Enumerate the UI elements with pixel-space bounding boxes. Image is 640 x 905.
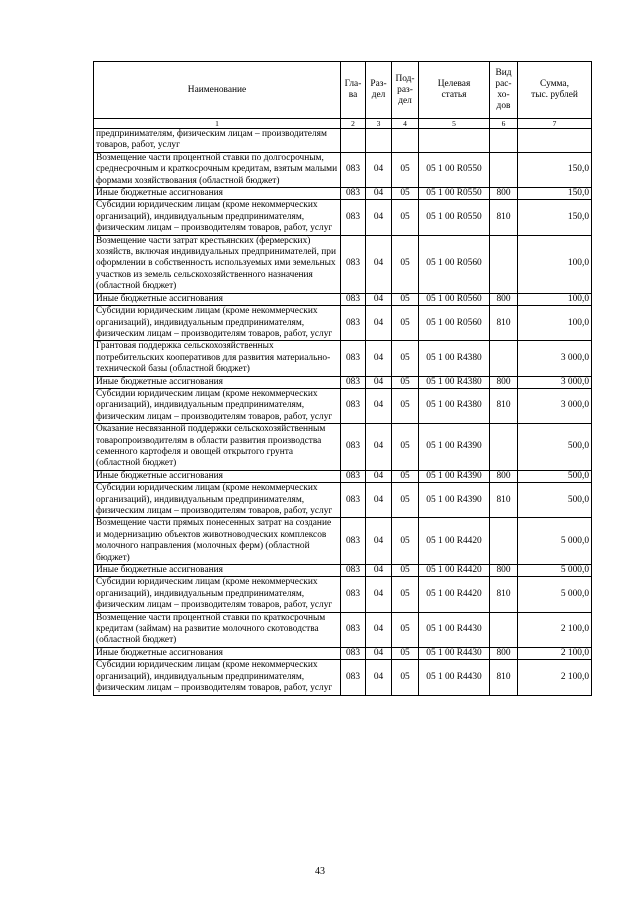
header-vid: Вид рас- хо- дов bbox=[490, 62, 518, 119]
cell-razdel: 04 bbox=[366, 152, 392, 187]
cell-razdel: 04 bbox=[366, 235, 392, 293]
cell-target: 05 1 00 R4390 bbox=[419, 424, 490, 471]
cell-vid bbox=[490, 341, 518, 376]
cell-glava: 083 bbox=[341, 188, 366, 200]
cell-target: 05 1 00 R0550 bbox=[419, 200, 490, 235]
cell-razdel: 04 bbox=[366, 612, 392, 647]
cell-name: Возмещение части затрат крестьянских (фермерских) хозяйств, включая индивидуальных предпринимателей, при оформлении в собственность используемых ими земельных участков из земель сельскохозяйственного назначения (областной бюджет) bbox=[94, 235, 341, 293]
cell-name: Субсидии юридическим лицам (кроме некоммерческих организаций), индивидуальным предпринимателям, физическим лицам – производителям товаров, работ, услуг bbox=[94, 200, 341, 235]
cell-sum: 3 000,0 bbox=[518, 388, 592, 423]
cell-sum: 500,0 bbox=[518, 483, 592, 518]
cell-glava: 083 bbox=[341, 293, 366, 305]
header-glava: Гла- ва bbox=[341, 62, 366, 119]
cell-name: предпринимателям, физическим лицам – производителям товаров, работ, услуг bbox=[94, 129, 341, 153]
cell-podrazdel: 05 bbox=[392, 612, 419, 647]
cell-razdel: 04 bbox=[366, 470, 392, 482]
cell-glava: 083 bbox=[341, 235, 366, 293]
cell-razdel: 04 bbox=[366, 200, 392, 235]
column-number: 7 bbox=[518, 119, 592, 129]
table-row bbox=[94, 647, 592, 659]
cell-sum: 150,0 bbox=[518, 188, 592, 200]
cell-name: Субсидии юридическим лицам (кроме некоммерческих организаций), индивидуальным предпринимателям, физическим лицам – производителям товаров, работ, услуг bbox=[94, 483, 341, 518]
table-row bbox=[94, 518, 592, 565]
cell-vid bbox=[490, 518, 518, 565]
column-number: 1 bbox=[94, 119, 341, 129]
header-razdel: Раз- дел bbox=[366, 62, 392, 119]
cell-razdel: 04 bbox=[366, 647, 392, 659]
cell-podrazdel: 05 bbox=[392, 306, 419, 341]
cell-podrazdel: 05 bbox=[392, 647, 419, 659]
cell-razdel: 04 bbox=[366, 577, 392, 612]
cell-vid: 810 bbox=[490, 483, 518, 518]
cell-glava: 083 bbox=[341, 565, 366, 577]
cell-target: 05 1 00 R4430 bbox=[419, 612, 490, 647]
cell-podrazdel: 05 bbox=[392, 660, 419, 695]
cell-target: 05 1 00 R0550 bbox=[419, 188, 490, 200]
cell-sum: 500,0 bbox=[518, 424, 592, 471]
cell-razdel: 04 bbox=[366, 518, 392, 565]
cell-target: 05 1 00 R4430 bbox=[419, 660, 490, 695]
table-row bbox=[94, 293, 592, 305]
cell-vid: 800 bbox=[490, 565, 518, 577]
header-target: Целевая статья bbox=[419, 62, 490, 119]
column-number: 5 bbox=[419, 119, 490, 129]
cell-glava: 083 bbox=[341, 306, 366, 341]
cell-vid bbox=[490, 152, 518, 187]
cell-podrazdel: 05 bbox=[392, 483, 419, 518]
cell-glava: 083 bbox=[341, 483, 366, 518]
cell-sum: 100,0 bbox=[518, 306, 592, 341]
cell-target: 05 1 00 R4430 bbox=[419, 647, 490, 659]
cell-razdel: 04 bbox=[366, 293, 392, 305]
cell-name: Возмещение части процентной ставки по долгосрочным, среднесрочным и краткосрочным кредитам, взятым малыми формами хозяйствования (областной бюджет) bbox=[94, 152, 341, 187]
cell-target: 05 1 00 R4420 bbox=[419, 518, 490, 565]
cell-name: Иные бюджетные ассигнования bbox=[94, 647, 341, 659]
cell-glava: 083 bbox=[341, 388, 366, 423]
cell-target: 05 1 00 R4380 bbox=[419, 388, 490, 423]
cell-vid: 810 bbox=[490, 306, 518, 341]
header-row bbox=[94, 62, 592, 119]
cell-sum: 2 100,0 bbox=[518, 612, 592, 647]
cell-podrazdel: 05 bbox=[392, 577, 419, 612]
cell-sum: 150,0 bbox=[518, 152, 592, 187]
cell-glava: 083 bbox=[341, 376, 366, 388]
table-body bbox=[94, 129, 592, 696]
cell-sum: 100,0 bbox=[518, 293, 592, 305]
cell-razdel: 04 bbox=[366, 341, 392, 376]
table-row bbox=[94, 376, 592, 388]
cell-vid bbox=[490, 612, 518, 647]
cell-target: 05 1 00 R4390 bbox=[419, 483, 490, 518]
table-row bbox=[94, 306, 592, 341]
cell-target: 05 1 00 R4380 bbox=[419, 376, 490, 388]
cell-podrazdel: 05 bbox=[392, 235, 419, 293]
cell-sum: 5 000,0 bbox=[518, 577, 592, 612]
table-row bbox=[94, 235, 592, 293]
cell-podrazdel bbox=[392, 129, 419, 153]
cell-vid: 800 bbox=[490, 647, 518, 659]
cell-vid: 810 bbox=[490, 388, 518, 423]
cell-target bbox=[419, 129, 490, 153]
table-row bbox=[94, 388, 592, 423]
column-number: 6 bbox=[490, 119, 518, 129]
cell-sum: 150,0 bbox=[518, 200, 592, 235]
column-number: 2 bbox=[341, 119, 366, 129]
cell-sum: 5 000,0 bbox=[518, 565, 592, 577]
cell-podrazdel: 05 bbox=[392, 200, 419, 235]
table-row bbox=[94, 483, 592, 518]
cell-podrazdel: 05 bbox=[392, 565, 419, 577]
cell-razdel: 04 bbox=[366, 188, 392, 200]
cell-podrazdel: 05 bbox=[392, 341, 419, 376]
cell-razdel bbox=[366, 129, 392, 153]
table-row bbox=[94, 565, 592, 577]
cell-razdel: 04 bbox=[366, 306, 392, 341]
cell-target: 05 1 00 R4420 bbox=[419, 577, 490, 612]
cell-glava: 083 bbox=[341, 577, 366, 612]
cell-razdel: 04 bbox=[366, 483, 392, 518]
cell-target: 05 1 00 R4380 bbox=[419, 341, 490, 376]
cell-podrazdel: 05 bbox=[392, 388, 419, 423]
table-row bbox=[94, 200, 592, 235]
cell-glava: 083 bbox=[341, 612, 366, 647]
cell-podrazdel: 05 bbox=[392, 518, 419, 565]
cell-name: Субсидии юридическим лицам (кроме некоммерческих организаций), индивидуальным предпринимателям, физическим лицам – производителям товаров, работ, услуг bbox=[94, 306, 341, 341]
cell-sum bbox=[518, 129, 592, 153]
cell-podrazdel: 05 bbox=[392, 424, 419, 471]
cell-razdel: 04 bbox=[366, 376, 392, 388]
table-row bbox=[94, 612, 592, 647]
cell-vid: 800 bbox=[490, 376, 518, 388]
cell-target: 05 1 00 R4420 bbox=[419, 565, 490, 577]
header-sum: Сумма, тыс. рублей bbox=[518, 62, 592, 119]
cell-razdel: 04 bbox=[366, 424, 392, 471]
cell-target: 05 1 00 R0560 bbox=[419, 293, 490, 305]
cell-vid: 810 bbox=[490, 200, 518, 235]
cell-vid bbox=[490, 235, 518, 293]
budget-table bbox=[93, 61, 592, 696]
cell-vid bbox=[490, 129, 518, 153]
cell-sum: 100,0 bbox=[518, 235, 592, 293]
cell-razdel: 04 bbox=[366, 660, 392, 695]
cell-sum: 3 000,0 bbox=[518, 341, 592, 376]
cell-name: Иные бюджетные ассигнования bbox=[94, 565, 341, 577]
cell-name: Субсидии юридическим лицам (кроме некоммерческих организаций), индивидуальным предпринимателям, физическим лицам – производителям товаров, работ, услуг bbox=[94, 577, 341, 612]
cell-name: Возмещение части процентной ставки по краткосрочным кредитам (займам) на развитие молочного скотоводства (областной бюджет) bbox=[94, 612, 341, 647]
cell-name: Субсидии юридическим лицам (кроме некоммерческих организаций), индивидуальным предпринимателям, физическим лицам – производителям товаров, работ, услуг bbox=[94, 660, 341, 695]
table-row bbox=[94, 660, 592, 695]
page-number: 43 bbox=[315, 866, 325, 877]
cell-vid: 810 bbox=[490, 577, 518, 612]
table-row bbox=[94, 577, 592, 612]
cell-vid: 810 bbox=[490, 660, 518, 695]
header-podrazdel: Под- раз- дел bbox=[392, 62, 419, 119]
cell-name: Иные бюджетные ассигнования bbox=[94, 376, 341, 388]
table-row bbox=[94, 152, 592, 187]
cell-glava: 083 bbox=[341, 518, 366, 565]
cell-sum: 500,0 bbox=[518, 470, 592, 482]
column-numbers-row bbox=[94, 119, 592, 129]
table-row bbox=[94, 424, 592, 471]
table-row bbox=[94, 129, 592, 153]
cell-glava bbox=[341, 129, 366, 153]
cell-sum: 2 100,0 bbox=[518, 660, 592, 695]
header-name: Наименование bbox=[94, 62, 341, 119]
cell-glava: 083 bbox=[341, 647, 366, 659]
cell-podrazdel: 05 bbox=[392, 470, 419, 482]
table-row bbox=[94, 341, 592, 376]
table-row bbox=[94, 188, 592, 200]
cell-target: 05 1 00 R0560 bbox=[419, 235, 490, 293]
cell-name: Оказание несвязанной поддержки сельскохозяйственным товаропроизводителям в области развития производства семенного картофеля и овощей открытого грунта (областной бюджет) bbox=[94, 424, 341, 471]
cell-glava: 083 bbox=[341, 470, 366, 482]
cell-vid: 800 bbox=[490, 470, 518, 482]
cell-glava: 083 bbox=[341, 152, 366, 187]
cell-razdel: 04 bbox=[366, 565, 392, 577]
cell-vid: 800 bbox=[490, 188, 518, 200]
cell-glava: 083 bbox=[341, 424, 366, 471]
cell-name: Иные бюджетные ассигнования bbox=[94, 188, 341, 200]
cell-name: Грантовая поддержка сельскохозяйственных потребительских кооперативов для развития материально-технической базы (областной бюджет) bbox=[94, 341, 341, 376]
cell-glava: 083 bbox=[341, 341, 366, 376]
cell-vid bbox=[490, 424, 518, 471]
cell-podrazdel: 05 bbox=[392, 152, 419, 187]
cell-name: Возмещение части прямых понесенных затрат на создание и модернизацию объектов животноводческих комплексов молочного направления (молочных ферм) (областной бюджет) bbox=[94, 518, 341, 565]
cell-target: 05 1 00 R4390 bbox=[419, 470, 490, 482]
cell-target: 05 1 00 R0550 bbox=[419, 152, 490, 187]
cell-sum: 2 100,0 bbox=[518, 647, 592, 659]
cell-name: Субсидии юридическим лицам (кроме некоммерческих организаций), индивидуальным предпринимателям, физическим лицам – производителям товаров, работ, услуг bbox=[94, 388, 341, 423]
cell-sum: 5 000,0 bbox=[518, 518, 592, 565]
table-row bbox=[94, 470, 592, 482]
cell-target: 05 1 00 R0560 bbox=[419, 306, 490, 341]
cell-podrazdel: 05 bbox=[392, 376, 419, 388]
cell-name: Иные бюджетные ассигнования bbox=[94, 470, 341, 482]
cell-glava: 083 bbox=[341, 660, 366, 695]
cell-sum: 3 000,0 bbox=[518, 376, 592, 388]
cell-glava: 083 bbox=[341, 200, 366, 235]
cell-razdel: 04 bbox=[366, 388, 392, 423]
column-number: 4 bbox=[392, 119, 419, 129]
cell-podrazdel: 05 bbox=[392, 293, 419, 305]
cell-podrazdel: 05 bbox=[392, 188, 419, 200]
cell-vid: 800 bbox=[490, 293, 518, 305]
column-number: 3 bbox=[366, 119, 392, 129]
cell-name: Иные бюджетные ассигнования bbox=[94, 293, 341, 305]
